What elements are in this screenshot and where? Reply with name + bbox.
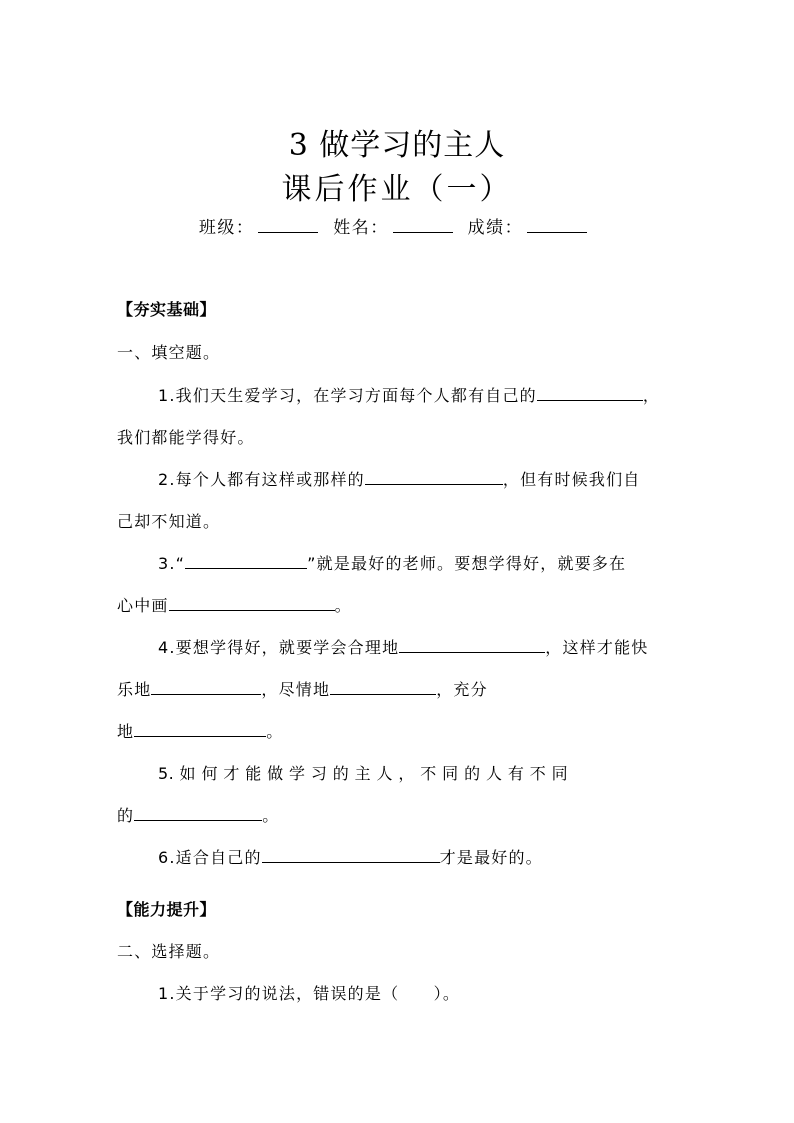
answer-blank[interactable]	[330, 677, 436, 695]
name-label: 姓名：	[333, 218, 389, 238]
answer-blank[interactable]	[134, 719, 266, 737]
question-text: 1.我们天生爱学习，在学习方面每个人都有自己的	[158, 386, 537, 405]
part-title-fill-blank: 一、填空题。	[117, 343, 221, 362]
question-text: 2.每个人都有这样或那样的	[158, 470, 365, 489]
question-text: ，	[642, 386, 661, 405]
question-text: 地	[117, 722, 135, 741]
class-blank[interactable]	[258, 216, 318, 233]
question-text: ，这样才能快	[545, 638, 649, 657]
choice-question-1: 1.关于学习的说法，错误的是（ ）。	[158, 984, 461, 1003]
answer-blank[interactable]	[134, 803, 262, 821]
worksheet-subtitle: 课后作业（一）	[281, 172, 513, 207]
question-text: 6.适合自己的	[158, 848, 262, 867]
question-text: 3.“	[158, 554, 186, 573]
answer-blank[interactable]	[185, 551, 307, 569]
answer-blank[interactable]	[151, 677, 261, 695]
question-2-line-2: 己却不知道。	[117, 512, 221, 531]
question-6	[158, 845, 543, 868]
question-3-line-1	[158, 551, 626, 574]
worksheet-title: 3 做学习的主人	[288, 128, 506, 163]
question-1-line-2: 我们都能学得好。	[117, 428, 255, 447]
score-blank[interactable]	[527, 216, 587, 233]
question-5-line-2	[117, 803, 279, 826]
question-text: ，充分	[436, 680, 488, 699]
part-title-choice: 二、选择题。	[117, 942, 221, 961]
question-text: 。	[266, 722, 284, 741]
question-text: 。	[262, 806, 280, 825]
answer-blank[interactable]	[537, 383, 643, 401]
question-4-line-2	[117, 677, 488, 700]
question-text: 的	[117, 806, 135, 825]
answer-blank[interactable]	[169, 593, 335, 611]
question-4-line-3	[117, 719, 283, 742]
class-label: 班级：	[198, 218, 255, 238]
name-blank[interactable]	[393, 216, 453, 233]
score-label: 成绩：	[467, 218, 524, 238]
question-4-line-1	[158, 635, 648, 658]
question-text: ，尽情地	[261, 680, 331, 699]
question-2-line-1	[158, 467, 640, 490]
question-text: ”就是最好的老师。要想学得好，就要多在	[307, 554, 627, 573]
answer-blank[interactable]	[399, 635, 545, 653]
question-3-line-2	[117, 593, 352, 616]
question-text: 。	[334, 596, 352, 615]
section-heading-basics: 【夯实基础】	[117, 300, 217, 319]
question-text: ，但有时候我们自	[502, 470, 641, 489]
section-heading-ability: 【能力提升】	[117, 900, 217, 919]
question-text: 4.要想学得好，就要学会合理地	[158, 638, 400, 657]
answer-blank[interactable]	[262, 845, 440, 863]
student-info-row	[0, 213, 794, 238]
question-text: 乐地	[117, 680, 152, 699]
question-text: 才是最好的。	[439, 848, 543, 867]
question-1-line-1	[158, 383, 660, 406]
answer-blank[interactable]	[365, 467, 503, 485]
question-text: 心中画	[117, 596, 169, 615]
question-5-line-1: 5. 如 何 才 能 做 学 习 的 主 人 ， 不 同 的 人 有 不 同	[158, 764, 569, 783]
